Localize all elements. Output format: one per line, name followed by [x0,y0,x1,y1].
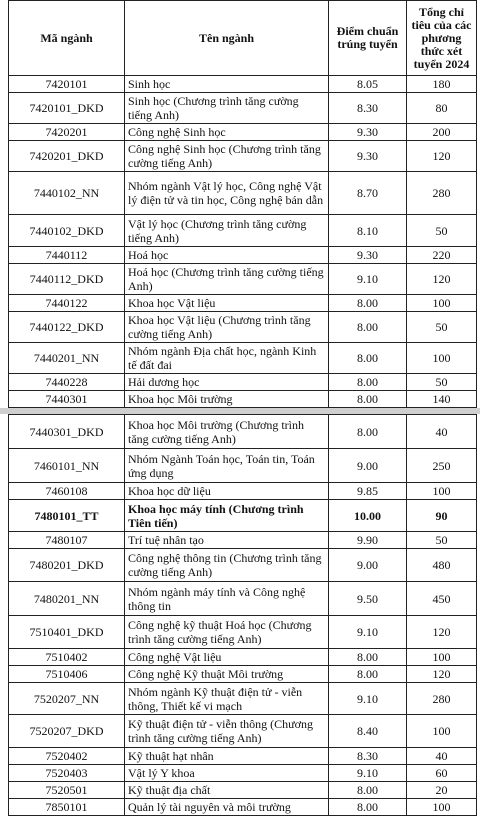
table-row [9,76,477,93]
table-row [9,172,477,215]
major-name-cell: Công nghệ kỹ thuật Hoá học (Chương trình tăng cường tiếng Anh) [125,616,329,649]
quota-cell: 100 [407,715,477,748]
quota-cell: 280 [407,683,477,715]
major-name-cell: Nhóm Ngành Toán học, Toán tin, Toán ứng dụng [125,449,329,483]
header-major-name: Tên ngành [125,1,329,76]
quota-cell: 40 [407,748,477,765]
quota-cell: 80 [407,93,477,124]
major-code-cell: 7420101 [9,76,125,93]
cutoff-score-cell: 8.00 [329,374,407,391]
table-row [9,532,477,549]
quota-cell: 40 [407,415,477,449]
table-row [9,295,477,312]
table-row [9,215,477,247]
major-name-cell: Sinh học [125,76,329,93]
quota-cell: 100 [407,483,477,500]
major-name-cell: Hoá học (Chương trình tăng cường tiếng Anh) [125,264,329,295]
table-row [9,415,477,449]
major-code-cell: 7480201_NN [9,582,125,616]
major-code-cell: 7440122_DKD [9,312,125,343]
quota-cell: 20 [407,782,477,799]
quota-cell: 50 [407,374,477,391]
cutoff-score-cell: 9.30 [329,141,407,172]
major-name-cell: Quản lý tài nguyên và môi trường [125,799,329,816]
cutoff-score-cell: 9.00 [329,449,407,483]
quota-cell: 100 [407,799,477,816]
cutoff-score-cell: 8.00 [329,415,407,449]
table-row [9,93,477,124]
cutoff-score-cell: 8.00 [329,649,407,666]
table-row [9,715,477,748]
cutoff-score-cell: 9.50 [329,582,407,616]
cutoff-score-cell: 9.10 [329,264,407,295]
quota-cell: 50 [407,215,477,247]
major-code-cell: 7480107 [9,532,125,549]
major-code-cell: 7440201_NN [9,343,125,374]
major-code-cell: 7440301 [9,391,125,408]
quota-cell: 120 [407,666,477,683]
major-name-cell: Công nghệ Vật liệu [125,649,329,666]
score-table-part-1 [8,0,477,408]
table-row [9,247,477,264]
quota-cell: 120 [407,141,477,172]
quota-cell: 100 [407,295,477,312]
quota-cell: 250 [407,449,477,483]
quota-cell: 100 [407,649,477,666]
major-name-cell: Khoa học Môi trường [125,391,329,408]
major-code-cell: 7460108 [9,483,125,500]
table-row [9,666,477,683]
major-code-cell: 7520403 [9,765,125,782]
major-name-cell: Kỹ thuật hạt nhân [125,748,329,765]
major-name-cell: Vật lý Y khoa [125,765,329,782]
table-row [9,616,477,649]
major-name-cell: Công nghệ Sinh học [125,124,329,141]
table-row [9,500,477,532]
major-name-cell: Công nghệ Sinh học (Chương trình tăng cường tiếng Anh) [125,141,329,172]
cutoff-score-cell: 8.00 [329,666,407,683]
cutoff-score-cell: 8.00 [329,799,407,816]
table-row [9,343,477,374]
major-code-cell: 7510401_DKD [9,616,125,649]
table-row [9,391,477,408]
major-code-cell: 7440102_DKD [9,215,125,247]
major-name-cell: Nhóm ngành Vật lý học, Công nghệ Vật lý điện tử và tin học, Công nghệ bán dẫn [125,172,329,215]
table-header-row [9,1,477,76]
major-name-cell: Sinh học (Chương trình tăng cường tiếng Anh) [125,93,329,124]
major-name-cell: Khoa học Môi trường (Chương trình tăng cường tiếng Anh) [125,415,329,449]
table-row [9,683,477,715]
major-code-cell: 7520207_DKD [9,715,125,748]
score-table-part-2 [8,414,477,816]
cutoff-score-cell: 9.85 [329,483,407,500]
major-name-cell: Nhóm ngành Địa chất học, ngành Kinh tế đất đai [125,343,329,374]
table-body-part-1 [9,76,477,408]
admission-score-document [8,0,476,816]
cutoff-score-cell: 9.90 [329,532,407,549]
major-name-cell: Khoa học Vật liệu (Chương trình tăng cường tiếng Anh) [125,312,329,343]
page-separator [0,408,480,414]
cutoff-score-cell: 10.00 [329,500,407,532]
table-row [9,141,477,172]
cutoff-score-cell: 8.00 [329,343,407,374]
major-code-cell: 7510402 [9,649,125,666]
major-code-cell: 7420201 [9,124,125,141]
table-row [9,483,477,500]
quota-cell: 120 [407,264,477,295]
cutoff-score-cell: 8.10 [329,215,407,247]
table-row [9,124,477,141]
major-code-cell: 7440112 [9,247,125,264]
table-row [9,765,477,782]
quota-cell: 100 [407,343,477,374]
cutoff-score-cell: 8.00 [329,295,407,312]
cutoff-score-cell: 9.30 [329,124,407,141]
major-code-cell: 7510406 [9,666,125,683]
major-name-cell: Kỹ thuật địa chất [125,782,329,799]
table-row [9,782,477,799]
major-name-cell: Kỹ thuật điện tử - viễn thông (Chương trình tăng cường tiếng Anh) [125,715,329,748]
table-row [9,799,477,816]
major-name-cell: Nhóm ngành Kỹ thuật điện tử - viễn thông, Thiết kế vi mạch [125,683,329,715]
major-name-cell: Nhóm ngành máy tính và Công nghệ thông tin [125,582,329,616]
major-code-cell: 7460101_NN [9,449,125,483]
table-row [9,374,477,391]
major-code-cell: 7480201_DKD [9,549,125,582]
cutoff-score-cell: 8.00 [329,391,407,408]
header-major-code: Mã ngành [9,1,125,76]
major-code-cell: 7440122 [9,295,125,312]
table-row [9,549,477,582]
major-name-cell: Công nghệ thông tin (Chương trình tăng cường tiếng Anh) [125,549,329,582]
quota-cell: 50 [407,312,477,343]
cutoff-score-cell: 8.70 [329,172,407,215]
cutoff-score-cell: 8.05 [329,76,407,93]
table-row [9,449,477,483]
header-total-quota: Tổng chỉ tiêu của các phương thức xét tuyển 2024 [407,1,477,76]
cutoff-score-cell: 8.00 [329,782,407,799]
major-code-cell: 7440102_NN [9,172,125,215]
major-code-cell: 7520402 [9,748,125,765]
major-name-cell: Khoa học máy tính (Chương trình Tiên tiến) [125,500,329,532]
major-code-cell: 7440112_DKD [9,264,125,295]
major-name-cell: Hoá học [125,247,329,264]
quota-cell: 220 [407,247,477,264]
cutoff-score-cell: 9.10 [329,765,407,782]
quota-cell: 90 [407,500,477,532]
cutoff-score-cell: 8.40 [329,715,407,748]
cutoff-score-cell: 9.10 [329,683,407,715]
major-code-cell: 7440228 [9,374,125,391]
quota-cell: 450 [407,582,477,616]
cutoff-score-cell: 8.30 [329,748,407,765]
quota-cell: 50 [407,532,477,549]
cutoff-score-cell: 8.00 [329,312,407,343]
quota-cell: 200 [407,124,477,141]
major-name-cell: Công nghệ Kỹ thuật Môi trường [125,666,329,683]
major-name-cell: Khoa học dữ liệu [125,483,329,500]
header-cutoff-score: Điểm chuẩn trúng tuyển [329,1,407,76]
major-code-cell: 7520501 [9,782,125,799]
table-row [9,649,477,666]
table-body-part-2 [9,415,477,816]
cutoff-score-cell: 9.30 [329,247,407,264]
table-row [9,312,477,343]
cutoff-score-cell: 9.00 [329,549,407,582]
major-code-cell: 7850101 [9,799,125,816]
table-row [9,582,477,616]
major-code-cell: 7480101_TT [9,500,125,532]
quota-cell: 140 [407,391,477,408]
table-row [9,264,477,295]
major-name-cell: Khoa học Vật liệu [125,295,329,312]
major-code-cell: 7420201_DKD [9,141,125,172]
quota-cell: 60 [407,765,477,782]
major-name-cell: Vật lý học (Chương trình tăng cường tiếng Anh) [125,215,329,247]
cutoff-score-cell: 9.10 [329,616,407,649]
major-name-cell: Trí tuệ nhân tạo [125,532,329,549]
major-code-cell: 7420101_DKD [9,93,125,124]
major-name-cell: Hải dương học [125,374,329,391]
cutoff-score-cell: 8.30 [329,93,407,124]
quota-cell: 480 [407,549,477,582]
table-row [9,748,477,765]
major-code-cell: 7520207_NN [9,683,125,715]
quota-cell: 120 [407,616,477,649]
major-code-cell: 7440301_DKD [9,415,125,449]
quota-cell: 180 [407,76,477,93]
quota-cell: 280 [407,172,477,215]
